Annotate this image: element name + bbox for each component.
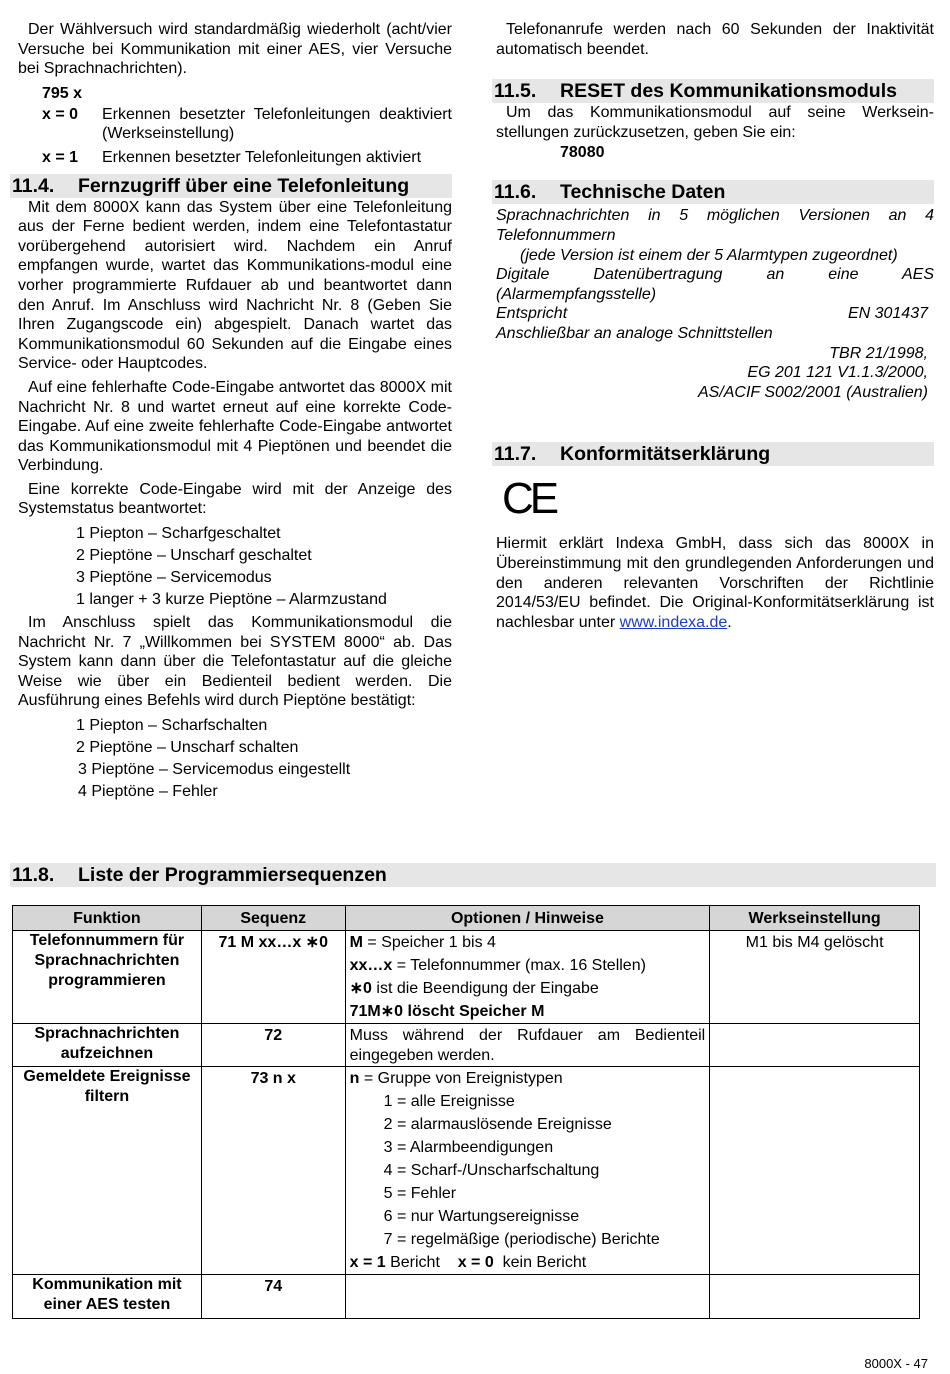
function-cell: Sprachnachrichten aufzeichnen [13,1024,202,1067]
option-key: x = 1 [42,148,79,166]
section-number: 11.5. [494,80,537,103]
option-key: x = 0 [42,105,79,123]
group-item: 1 = alle Ereignisse [383,1093,515,1110]
sequence-cell: 72 [201,1024,345,1067]
tech-line: (jede Version ist einem der 5 Alarmtypen zugeordnet) [520,246,898,264]
options-cell: Muss während der Rufdauer am Bedienteil eingegeben werden. [345,1024,710,1067]
tech-line: Digitale Datenübertragung an eine AES (Alarmempfangsstelle) [496,266,934,303]
list-item: 3 Pieptöne – Servicemodus eingestellt [78,761,351,779]
section-title: Technische Daten [560,181,726,204]
group-item: 3 = Alarmbeendigungen [383,1139,554,1156]
tech-line: TBR 21/1998, [829,344,928,362]
tech-line: EG 201 121 V1.1.3/2000, [747,364,928,382]
tech-line: Sprachnachrichten in 5 möglichen Versionen an 4 Telefonnummern [496,207,934,244]
paragraph: Mit dem 8000X kann das System über eine Telefonleitung aus der Ferne bedient werden, indem eine Telefontastatur vorübergehend autorisiert wird. Nachdem ein Anruf empfangen wurde, wartet das Kommunikations-modul eine vorher programmierte Rufdauer ab und beantwortet dann den Anruf. Im Anschluss wird Nachricht Nr. 8 (Geben Sie Ihren Zugangscode ein) abgespielt. Danach wartet das Kommunikationsmodul 60 Sekunden auf die Eingabe eines Service- oder Hauptcodes. [18,198,452,373]
programming-sequence-table [12,905,920,1319]
section-number: 11.7. [494,443,537,466]
group-item: 5 = Fehler [383,1185,457,1202]
group-item: 6 = nur Wartungsereignisse [383,1208,580,1225]
technical-data [496,206,934,402]
sequence-cell: 74 [201,1275,345,1319]
default-cell: M1 bis M4 gelöscht [710,931,920,1024]
tech-line: AS/ACIF S002/2001 (Australien) [697,383,928,401]
column-header: Funktion [13,906,202,931]
table-row [13,1067,920,1275]
column-header: Sequenz [201,906,345,931]
options-cell: M = Speicher 1 bis 4 xx…x = Telefonnummer (max. 16 Stellen) ∗0 ist die Beendigung der Eingabe 71M∗0 löscht Speicher M [345,931,710,1024]
section-heading-11-4 [10,174,452,198]
default-cell [710,1024,920,1067]
function-cell: Telefonnummern für Sprachnachrichten programmieren [13,931,202,1024]
option-x0 [18,105,452,144]
list-item: 1 Piepton – Scharfgeschaltet [76,525,281,543]
tech-line [496,304,934,324]
section-number: 11.6. [494,181,537,204]
right-column [496,20,934,636]
option-value: Erkennen besetzter Telefonleitungen deaktiviert (Werkseinstellung) [102,105,452,143]
conformity-text: Hiermit erklärt Indexa GmbH, dass sich das 8000X in Übereinstimmung mit den grundlegenden Anforderungen und den anderen relevanten Vorschriften der Richtlinie 2014/53/EU befindet. Die Original-Konformitätserklärung ist nachlesbar unter [496,535,934,631]
list-item: 1 Piepton – Scharfschalten [76,717,268,735]
reset-code: 78080 [560,144,605,162]
group-item: 7 = regelmäßige (periodische) Berichte [383,1231,660,1248]
section-title: Fernzugriff über eine Telefonleitung [78,174,410,197]
section-title: RESET des Kommunikationsmoduls [560,80,897,103]
indexa-link[interactable]: www.indexa.de [619,613,728,631]
table-row [13,931,920,1024]
section-heading-11-5 [492,79,934,103]
section-heading-11-7 [492,442,934,466]
options-cell: n = Gruppe von Ereignistypen 1 = alle Ereignisse 2 = alarmauslösende Ereignisse 3 = Alarmbeendigungen 4 = Scharf-/Unscharfschaltung 5 = Fehler 6 = nur Wartungsereignisse 7 = regelmäßige (periodische) Berichte x = 1 Bericht x = 0 kein Bericht [345,1067,710,1275]
list-item: 2 Pieptöne – Unscharf geschaltet [76,547,312,565]
tech-line: Anschließbar an analoge Schnittstellen [496,324,773,342]
list-item: 2 Pieptöne – Unscharf schalten [76,739,299,757]
default-cell [710,1275,920,1319]
column-header: Werkseinstellung [710,906,920,931]
table-header-row [13,906,920,931]
section-number: 11.8. [12,864,55,886]
period: . [727,613,732,631]
options-cell [345,1275,710,1319]
paragraph: Telefonanrufe werden nach 60 Sekunden der Inaktivität automatisch beendet. [496,21,934,58]
column-header: Optionen / Hinweise [345,906,710,931]
sequence-cell: 73 n x [201,1067,345,1275]
paragraph: Auf eine fehlerhafte Code-Eingabe antwortet das 8000X mit Nachricht Nr. 8 und wartet erneut auf eine korrekte Code-Eingabe. Auf eine zweite fehlerhafte Code-Eingabe antwortet das Kommunikationsmodul mit 4 Pieptönen und beendet die Verbindung. [18,378,452,475]
function-cell: Gemeldete Ereignisse filtern [13,1067,202,1275]
page-footer: 8000X - 47 [864,1356,928,1371]
intro-paragraph: Der Wählversuch wird standardmäßig wiederholt (acht/vier Versuche bei Kommunikation mit einer AES, vier Versuche bei Sprachnachrichten). [18,21,452,78]
list-item: 1 langer + 3 kurze Pieptöne – Alarmzustand [76,591,387,609]
paragraph: Eine korrekte Code-Eingabe wird mit der Anzeige des Systemstatus beantwortet: [18,480,452,518]
conformity-paragraph [496,534,934,632]
default-cell [710,1067,920,1275]
option-value: Erkennen besetzter Telefonleitungen aktiviert [102,148,422,166]
command-beep-list [18,715,452,803]
status-beep-list [18,523,452,611]
section-heading-11-8 [10,863,936,887]
section-heading-11-6 [492,180,934,204]
section-title: Liste der Programmiersequenzen [78,864,387,886]
list-item: 4 Pieptöne – Fehler [78,783,218,801]
sequence-cell: 71 M xx…x ∗0 [201,931,345,1024]
section-title: Konformitätserklärung [560,443,771,466]
section-number: 11.4. [12,174,55,197]
paragraph: Im Anschluss spielt das Kommunikationsmodul die Nachricht Nr. 7 „Willkommen bei SYSTEM 8000“ ab. Das System kann dann über die Telefontastatur auf die gleiche Weise wie über ein Bedienteil bedient werden. Die Ausführung eines Befehls wird durch Pieptöne bestätigt: [18,614,452,710]
group-item: 2 = alarmauslösende Ereignisse [383,1116,612,1133]
table-row [13,1024,920,1067]
paragraph: Um das Kommunikationsmodul auf seine Werksein-stellungen zurückzusetzen, geben Sie ein: [496,104,934,141]
group-item: 4 = Scharf-/Unscharfschaltung [383,1162,600,1179]
tech-label: Entspricht [496,305,568,323]
function-cell: Kommunikation mit einer AES testen [13,1275,202,1319]
tech-value: EN 301437 [847,305,928,323]
list-item: 3 Pieptöne – Servicemodus [76,569,272,587]
ce-mark-icon: CE [502,474,556,524]
table-row [13,1275,920,1319]
option-x1 [18,148,452,168]
left-column [12,20,452,803]
code-795: 795 x [42,84,83,102]
